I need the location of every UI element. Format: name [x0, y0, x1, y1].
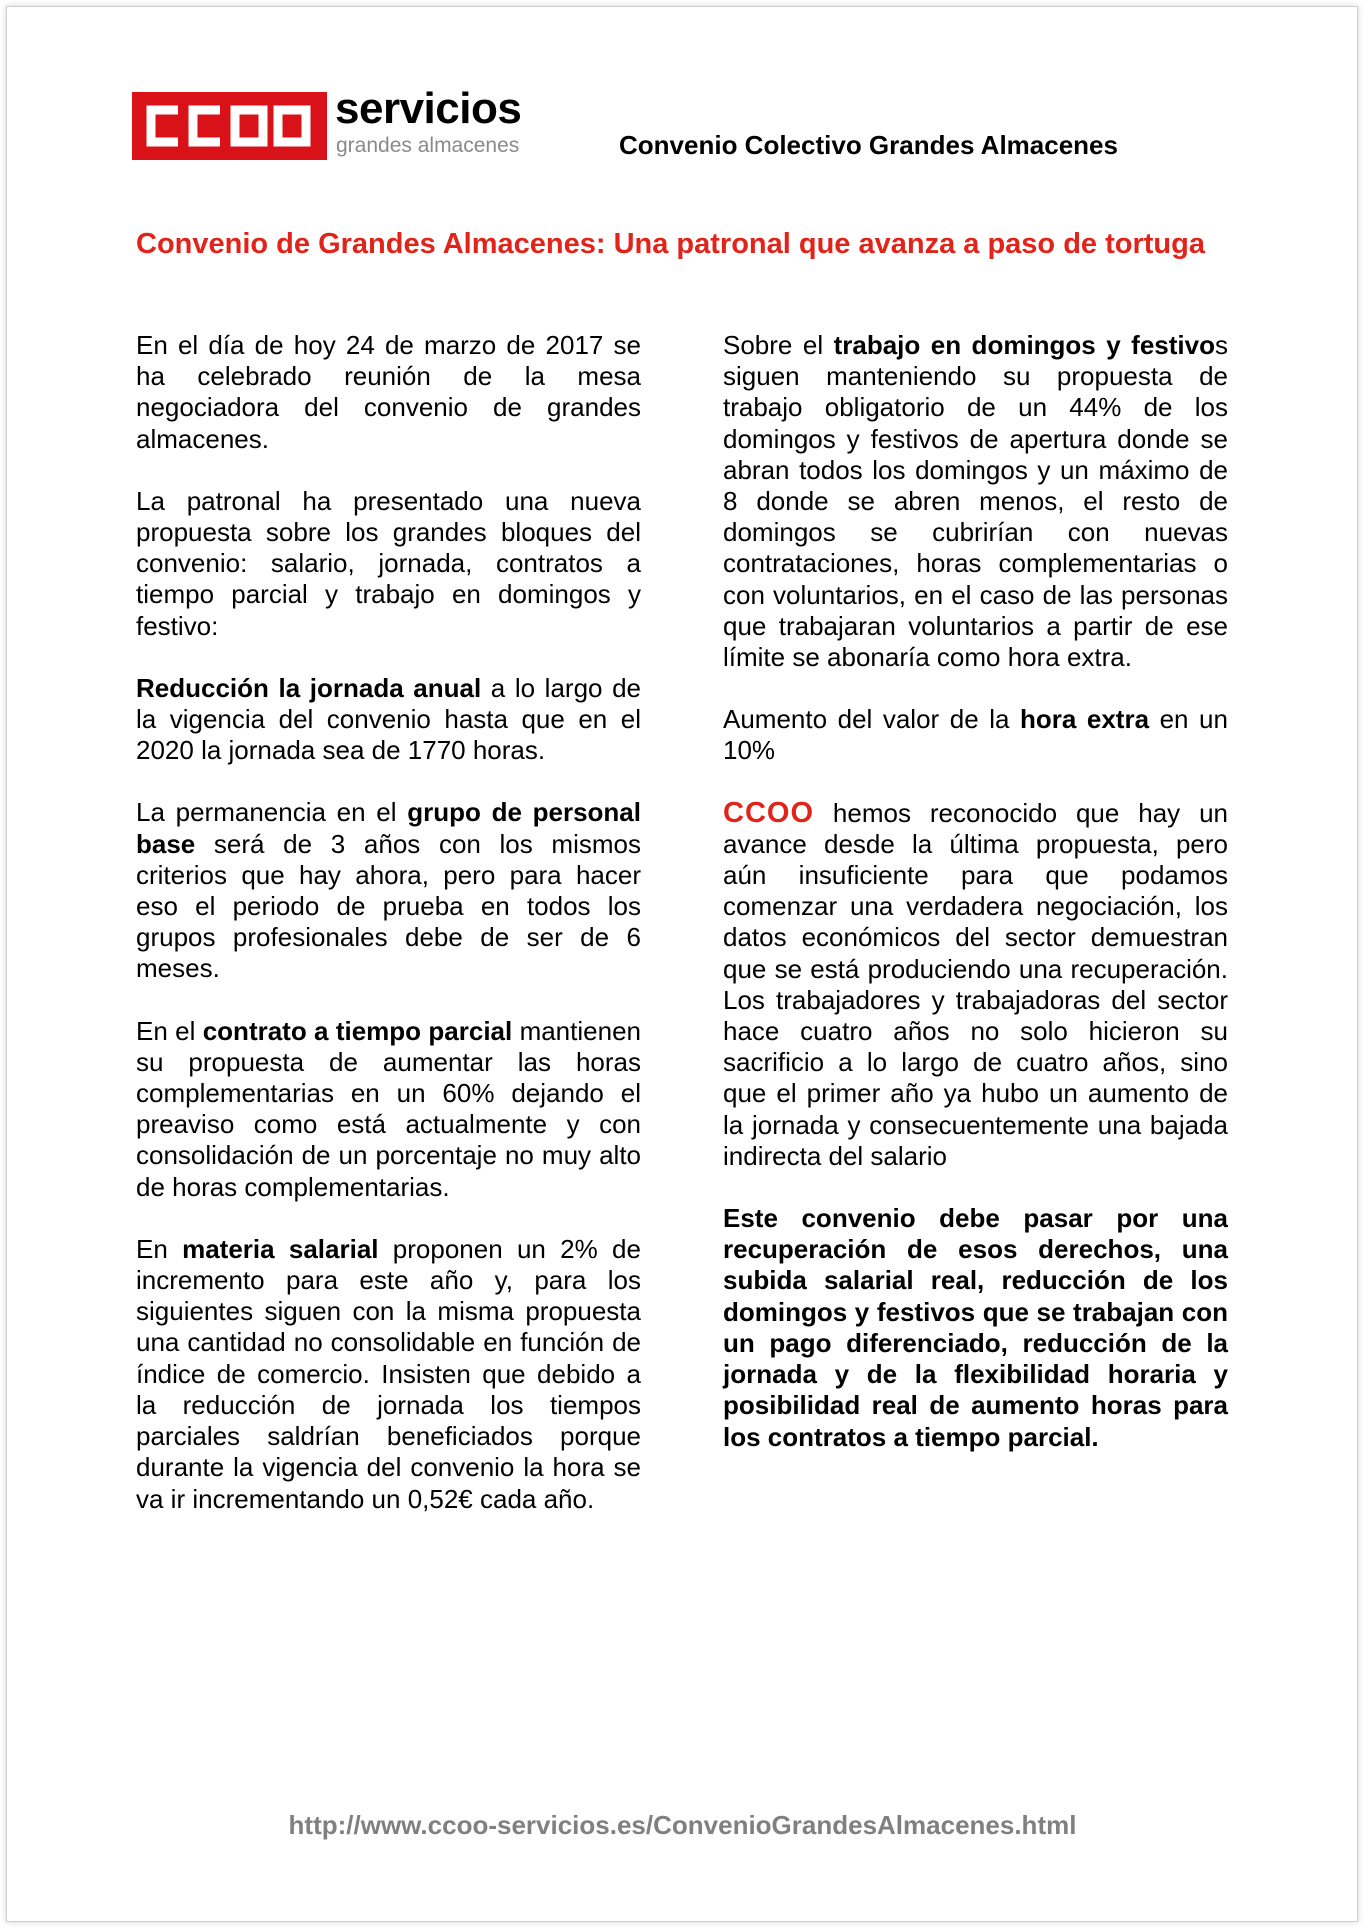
- bold-text: Reducción la jornada anual: [136, 672, 482, 703]
- header-title: Convenio Colectivo Grandes Almacenes: [619, 130, 1118, 160]
- bold-text: grupo de personal base: [136, 797, 641, 859]
- bold-text: materia salarial: [182, 1233, 379, 1264]
- text: En el: [136, 1015, 203, 1046]
- left-column: [136, 330, 641, 1546]
- paragraph: [136, 1016, 641, 1203]
- headline: Convenio de Grandes Almacenes: Una patronal que avanza a paso de tortuga: [136, 228, 1205, 260]
- paragraph: [723, 704, 1228, 766]
- right-column: [723, 330, 1228, 1484]
- text: s siguen manteniendo su propuesta de trabajo obligatorio de un 44% de los domingos y festivos de apertura donde se abran todos los domingos y un máximo de 8 donde se abren menos, el resto de domingos se cubrirían con nuevas contrataciones, horas complementarias o con voluntarios, en el caso de las personas que trabajaran voluntarios a partir de ese límite se abonaría como hora extra.: [723, 330, 1228, 673]
- logo-word: servicios: [335, 84, 522, 133]
- logo-subtitle: grandes almacenes: [336, 134, 520, 157]
- text: mantienen su propuesta de aumentar las horas complementarias en un 60% dejando el preaviso como está actualmente y con consolidación de un porcentaje no muy alto de horas complementarias.: [136, 1015, 641, 1202]
- text: hemos reconocido que hay un avance desde la última propuesta, pero aún insuficiente para que podamos comenzar una verdadera negociación, los datos económicos del sector demuestran que se está produciendo una recuperación. Los trabajadores y trabajadoras del sector hace cuatro años no solo hicieron su sacrificio a lo largo de cuatro años, sino que el primer año ya hubo un aumento de la jornada y consecuentemente una bajada indirecta del salario: [723, 797, 1228, 1171]
- paragraph: La patronal ha presentado una nueva propuesta sobre los grandes bloques del convenio: salario, jornada, contratos a tiempo parcial y trabajo en domingos y festivo:: [136, 485, 641, 641]
- paragraph: En el día de hoy 24 de marzo de 2017 se ha celebrado reunión de la mesa negociadora del convenio de grandes almacenes.: [136, 330, 641, 454]
- text: En: [136, 1233, 183, 1264]
- conclusion-paragraph: Este convenio debe pasar por una recuperación de esos derechos, una subida salarial real, reducción de los domingos y festivos que se trabajan con un pago diferenciado, reducción de la jornada y de la flexibilidad horaria y posibilidad real de aumento horas para los contratos a tiempo parcial.: [723, 1203, 1228, 1452]
- text: Aumento del valor de la: [723, 704, 1020, 735]
- ccoo-letters-icon: [142, 105, 317, 147]
- text: proponen un 2% de incremento para este año y, para los siguientes siguen con la misma propuesta una cantidad no consolidable en función de índice de comercio. Insisten que debido a la reducción de jornada los tiempos parciales saldrían beneficiados porque durante la vigencia del convenio la hora se va ir incrementando un 0,52€ cada año.: [136, 1233, 641, 1514]
- bold-text: hora extra: [1020, 704, 1150, 735]
- text: a lo largo de la vigencia del convenio hasta que en el 2020 la jornada sea de 1770 horas.: [136, 672, 642, 766]
- paragraph: [723, 330, 1228, 673]
- ccoo-servicios-logo: [132, 84, 532, 160]
- text: La permanencia en el: [136, 797, 408, 828]
- text: Sobre el: [723, 330, 834, 360]
- paragraph: [723, 798, 1228, 1172]
- text: será de 3 años con los mismos criterios que hay ahora, pero para hacer eso el periodo de prueba en todos los grupos profesionales debe de ser de 6 meses.: [136, 828, 641, 984]
- ccoo-inline-logo: CCOO: [723, 796, 814, 829]
- text: en un 10%: [723, 704, 1228, 766]
- paragraph: [136, 673, 641, 767]
- paragraph: [136, 1234, 641, 1515]
- footer-url: http://www.ccoo-servicios.es/ConvenioGrandesAlmacenes.html: [288, 1810, 1077, 1840]
- bold-text: contrato a tiempo parcial: [202, 1015, 513, 1046]
- paragraph: [136, 797, 641, 984]
- bold-text: trabajo en domingos y festivo: [833, 330, 1215, 360]
- ccoo-logo-box: [132, 92, 327, 160]
